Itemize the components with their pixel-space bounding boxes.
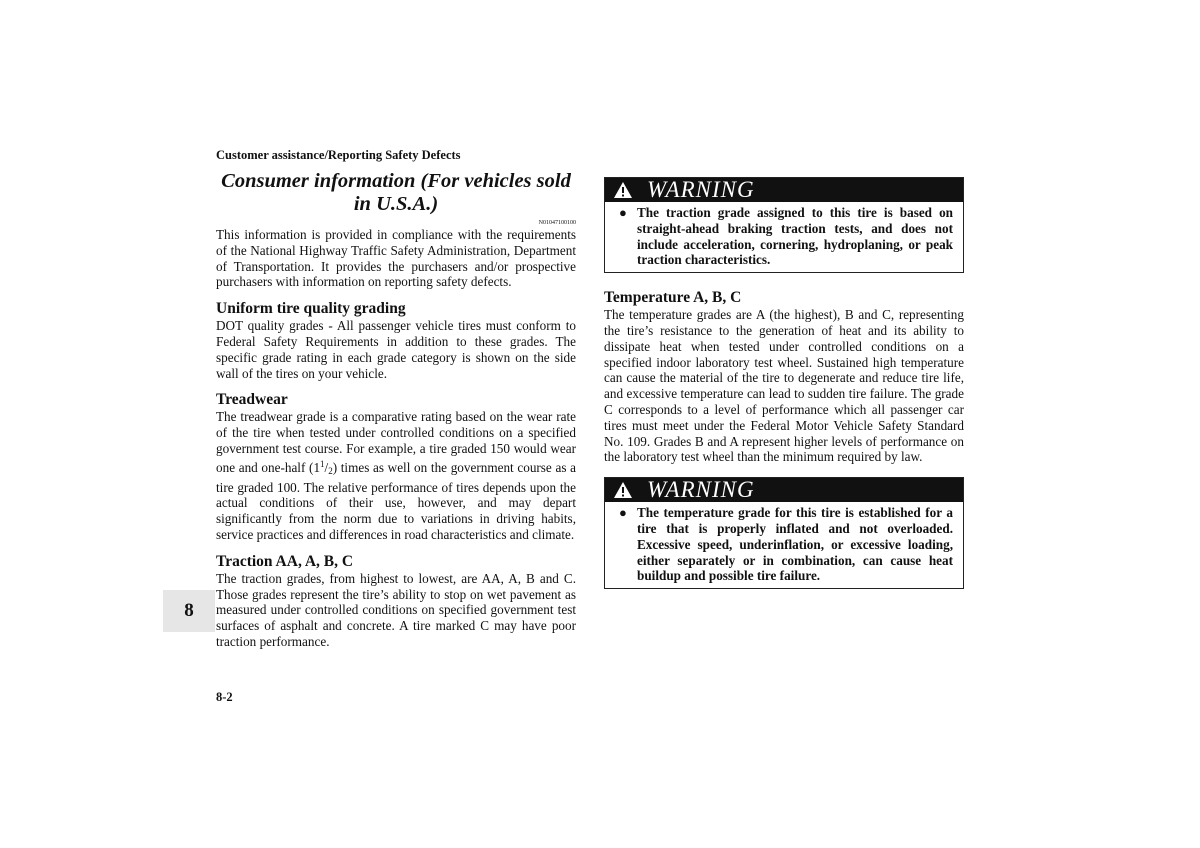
treadwear-heading: Treadwear <box>216 391 288 409</box>
fraction-numerator: 1 <box>320 458 325 469</box>
fraction-whole: 1 <box>313 459 321 475</box>
running-header: Customer assistance/Reporting Safety Defects <box>216 148 461 162</box>
treadwear-text-before: The treadwear grade is a comparative rating based on the wear rate of the tire when tested under controlled conditions on a specified government test course. For example, a tire graded 150 would wear one and one-half ( <box>216 409 576 475</box>
warning-header <box>605 178 963 202</box>
warning-label: WARNING <box>647 477 755 503</box>
document-code: N01047100100 <box>538 220 576 226</box>
left-column <box>216 170 576 650</box>
uniform-paragraph: DOT quality grades - All passenger vehicle tires must conform to Federal Safety Requirements in addition to these grades. The specific grade rating in each grade category is shown on the side wall of the tires on your vehicle. <box>216 318 576 381</box>
traction-warning-box <box>604 177 964 273</box>
warning-body <box>605 202 963 272</box>
bullet-icon: ● <box>619 505 627 521</box>
traction-heading: Traction AA, A, B, C <box>216 552 354 570</box>
right-column <box>604 177 964 589</box>
fraction-denominator: 2 <box>328 465 333 476</box>
treadwear-text-after: ) times as well on the government course as a tire graded 100. The relative performance of tires depends upon the actual conditions of their use, however, and may depart significantly from the norm due to variations in driving habits, service practices and differences in road characteristics and climate. <box>216 459 576 542</box>
temperature-heading: Temperature A, B, C <box>604 289 742 307</box>
temperature-warning-box <box>604 477 964 589</box>
treadwear-paragraph: The treadwear grade is a comparative rating based on the wear rate of the tire when tested under controlled conditions on a specified government test course. For example, a tire graded 150 would wear one and one-half $(1^1/_2)$ times as well on the government course as a tire graded 100. The relative performance of tires depends upon the actual conditions of their use, however, and may depart significantly from the norm due to variations in driving habits, service practices and differences in road characteristics and climate. <box>216 409 576 542</box>
warning-triangle-icon <box>613 181 633 199</box>
warning-triangle-icon <box>613 481 633 499</box>
warning-text: The temperature grade for this tire is established for a tire that is properly inflated and not overloaded. Excessive speed, underinflation, or excessive loading, either separately or in combination, can cause heat buildup and possible tire failure. <box>637 505 953 584</box>
bullet-icon: ● <box>619 205 627 220</box>
uniform-heading: Uniform tire quality grading <box>216 300 406 318</box>
page-title: Consumer information (For vehicles sold in U.S.A.) <box>221 170 571 215</box>
intro-paragraph: This information is provided in compliance with the requirements of the National Highway Traffic Safety Administration, Department of Transportation. It provides the purchasers and/or prospective purchasers with information on reporting safety defects. <box>216 227 576 290</box>
warning-text: The traction grade assigned to this tire is based on straight-ahead braking traction tests, and does not include acceleration, cornering, hydroplaning, or peak traction characteristics. <box>637 205 953 268</box>
temperature-paragraph: The temperature grades are A (the highest), B and C, representing the tire’s resistance to the generation of heat and its ability to dissipate heat when tested under controlled conditions on a specified indoor laboratory test wheel. Sustained high temperature can cause the material of the tire to degenerate and reduce tire life, and excessive temperature can lead to sudden tire failure. The grade C corresponds to a level of performance which all passenger car tires must meet under the Federal Motor Vehicle Safety Standard No. 109. Grades B and A represent higher levels of performance on the laboratory test wheel than the minimum required by law. <box>604 307 964 465</box>
traction-paragraph: The traction grades, from highest to lowest, are AA, A, B and C. Those grades represent the tire’s ability to stop on wet pavement as measured under controlled conditions on specified government test surfaces of asphalt and concrete. A tire marked C may have poor traction performance. <box>216 570 576 649</box>
warning-label: WARNING <box>647 177 755 202</box>
chapter-tab: 8 <box>163 590 215 632</box>
warning-header <box>605 478 963 502</box>
warning-body <box>605 502 963 588</box>
page-number: 8-2 <box>216 690 233 704</box>
